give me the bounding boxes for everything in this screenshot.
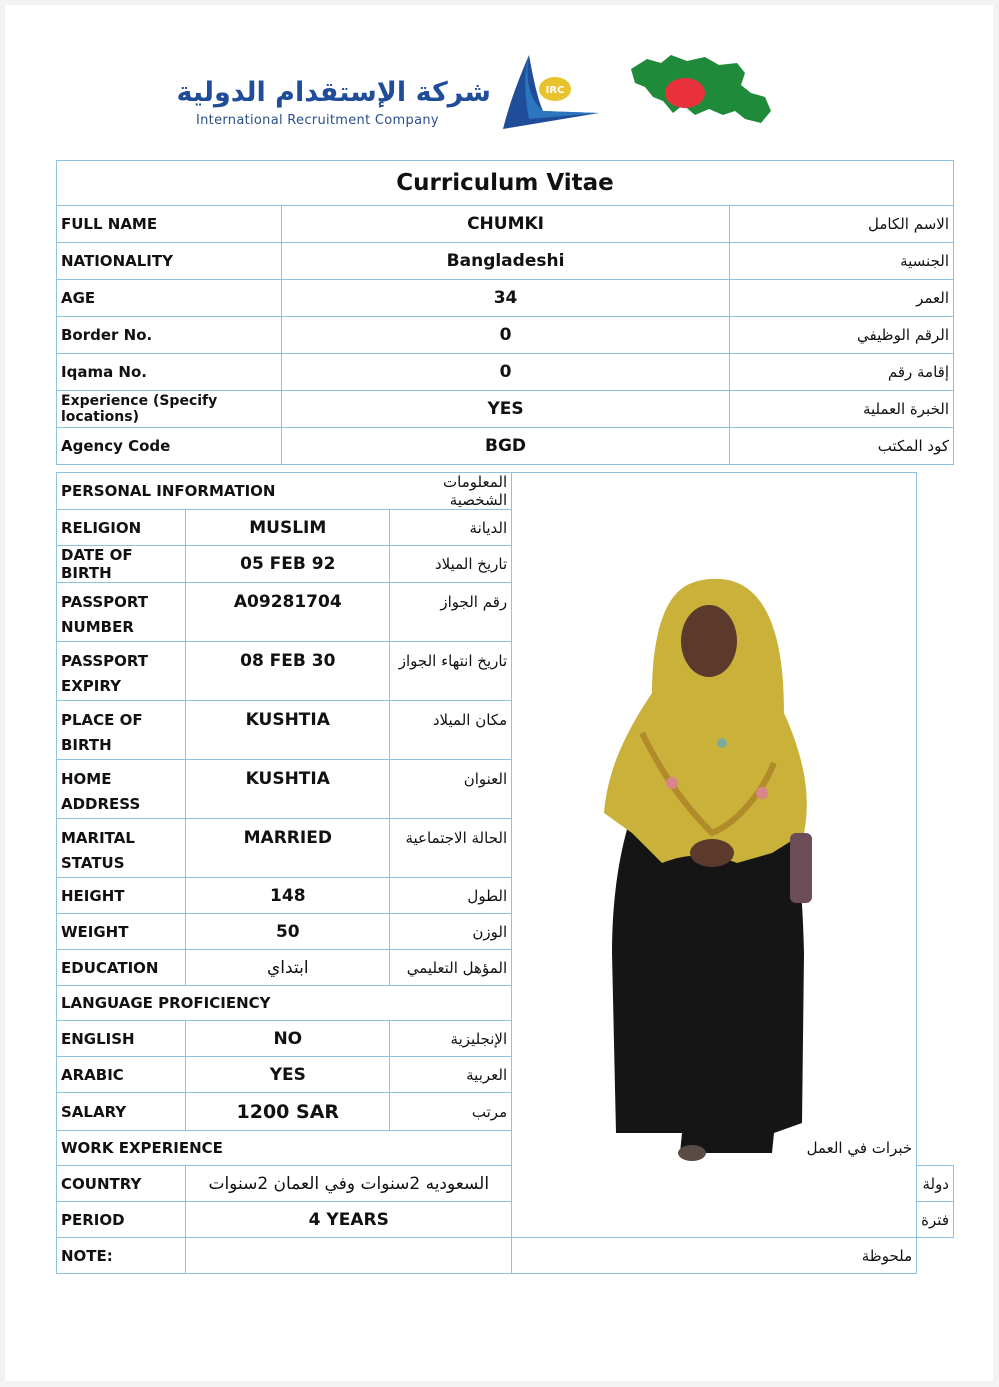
work-experience-heading-ar: خبرات في العمل [390,1131,917,1166]
table-row [57,428,954,465]
height-label: HEIGHT [57,878,186,914]
personal-info-heading: PERSONAL INFORMATION [57,473,390,510]
irc-logo-icon [499,53,603,131]
weight-label-ar: الوزن [390,914,512,950]
height-value: 148 [186,878,390,914]
cv-page [5,5,993,1381]
salary-value: 1200 SAR [186,1093,390,1131]
note-label-ar: ملحوظة [512,1238,917,1274]
photo-cell [512,473,917,1238]
iqama-no-label-ar: إقامة رقم [730,354,954,391]
experience-value: YES [281,391,729,428]
language-proficiency-heading: LANGUAGE PROFICIENCY [57,986,512,1021]
period-label: PERIOD [57,1202,186,1238]
work-experience-heading: WORK EXPERIENCE [57,1131,390,1166]
country-value: السعوديه 2سنوات وفي العمان 2سنوات [186,1166,512,1202]
religion-label-ar: الديانة [390,510,512,546]
dob-value: 05 FEB 92 [186,546,390,583]
border-no-value: 0 [281,317,729,354]
weight-label: WEIGHT [57,914,186,950]
dob-label-ar: تاريخ الميلاد [390,546,512,583]
cv-summary-table [56,160,954,465]
weight-value: 50 [186,914,390,950]
irc-badge: IRC [545,85,565,96]
table-row [57,391,954,428]
salary-label: SALARY [57,1093,186,1131]
english-label-ar: الإنجليزية [390,1021,512,1057]
border-no-label: Border No. [57,317,282,354]
marital-status-label-ar: الحالة الاجتماعية [390,819,512,878]
passport-expiry-label-ar: تاريخ انتهاء الجواز [390,642,512,701]
full-name-label: FULL NAME [57,206,282,243]
english-label: ENGLISH [57,1021,186,1057]
arabic-value: YES [186,1057,390,1093]
marital-status-label: MARITAL STATUS [57,819,186,878]
religion-label: RELIGION [57,510,186,546]
company-name-arabic: شركة الإستقدام الدولية [176,77,491,108]
age-label-ar: العمر [730,280,954,317]
passport-number-label-ar: رقم الجواز [390,583,512,642]
agency-code-label-ar: كود المكتب [730,428,954,465]
bangladesh-flag-map-icon [627,53,775,129]
passport-expiry-value: 08 FEB 30 [186,642,390,701]
experience-label: Experience (Specify locations) [57,391,282,428]
education-label-ar: المؤهل التعليمي [390,950,512,986]
note-label: NOTE: [57,1238,186,1274]
passport-number-label: PASSPORT NUMBER [57,583,186,642]
full-name-value: CHUMKI [281,206,729,243]
agency-code-label: Agency Code [57,428,282,465]
candidate-photo [512,533,916,1173]
passport-expiry-label: PASSPORT EXPIRY [57,642,186,701]
table-row [57,317,954,354]
table-row [57,280,954,317]
place-of-birth-label: PLACE OF BIRTH [57,701,186,760]
table-row [57,1238,954,1274]
iqama-no-label: Iqama No. [57,354,282,391]
place-of-birth-value: KUSHTIA [186,701,390,760]
religion-value: MUSLIM [186,510,390,546]
nationality-label-ar: الجنسية [730,243,954,280]
education-label: EDUCATION [57,950,186,986]
home-address-value: KUSHTIA [186,760,390,819]
place-of-birth-label-ar: مكان الميلاد [390,701,512,760]
home-address-label: HOME ADDRESS [57,760,186,819]
cv-title: Curriculum Vitae [57,161,954,206]
note-value [186,1238,512,1274]
arabic-label-ar: العربية [390,1057,512,1093]
iqama-no-value: 0 [281,354,729,391]
table-row [57,473,954,510]
nationality-label: NATIONALITY [57,243,282,280]
marital-status-value: MARRIED [186,819,390,878]
salary-label-ar: مرتب [390,1093,512,1131]
table-row [57,206,954,243]
nationality-value: Bangladeshi [281,243,729,280]
period-label-ar: فترة [917,1202,954,1238]
age-value: 34 [281,280,729,317]
country-label: COUNTRY [57,1166,186,1202]
height-label-ar: الطول [390,878,512,914]
table-row [57,354,954,391]
company-name-english: International Recruitment Company [196,113,439,128]
dob-label: DATE OF BIRTH [57,546,186,583]
arabic-label: ARABIC [57,1057,186,1093]
personal-info-heading-ar: المعلومات الشخصية [390,473,512,510]
agency-code-value: BGD [281,428,729,465]
country-label-ar: دولة [917,1166,954,1202]
education-value: ابتداي [186,950,390,986]
age-label: AGE [57,280,282,317]
full-name-label-ar: الاسم الكامل [730,206,954,243]
passport-number-value: A09281704 [186,583,390,642]
personal-info-table [56,472,954,1274]
table-row [57,243,954,280]
english-value: NO [186,1021,390,1057]
period-value: 4 YEARS [186,1202,512,1238]
experience-label-ar: الخبرة العملية [730,391,954,428]
border-no-label-ar: الرقم الوظيفي [730,317,954,354]
home-address-label-ar: العنوان [390,760,512,819]
